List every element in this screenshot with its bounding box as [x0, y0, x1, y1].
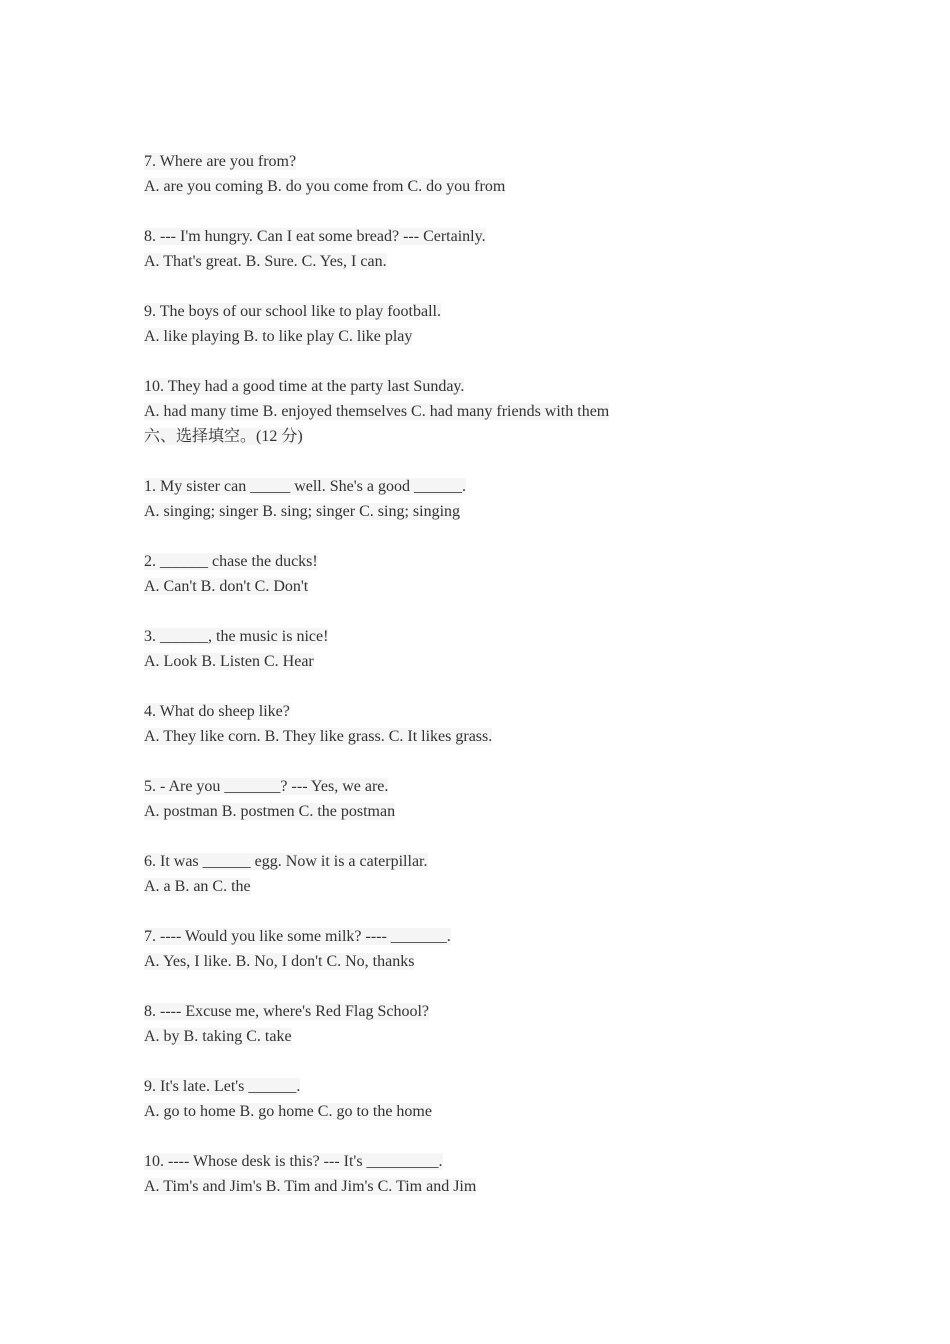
answer-options: A. That's great. B. Sure. C. Yes, I can. [144, 253, 387, 270]
question-text: 10. They had a good time at the party last Sunday. [144, 378, 465, 395]
answer-options: A. singing; singer B. sing; singer C. sing; singing [144, 503, 461, 520]
question-block-s6-1 [144, 474, 844, 524]
question-block-s6-2 [144, 549, 844, 599]
question-text: 10. ---- Whose desk is this? --- It's _________. [144, 1153, 443, 1170]
question-text: 7. ---- Would you like some milk? ---- _______. [144, 928, 451, 945]
question-text: 9. The boys of our school like to play football. [144, 303, 441, 320]
question-block-p5-7 [144, 149, 844, 199]
answer-options: A. are you coming B. do you come from C. do you from [144, 178, 506, 195]
answer-options: A. go to home B. go home C. go to the home [144, 1103, 432, 1120]
question-text: 3. ______, the music is nice! [144, 628, 329, 645]
answer-options: A. postman B. postmen C. the postman [144, 803, 396, 820]
question-text: 2. ______ chase the ducks! [144, 553, 318, 570]
question-text: 9. It's late. Let's ______. [144, 1078, 301, 1095]
question-block-s6-9 [144, 1074, 844, 1124]
question-block-s6-6 [144, 849, 844, 899]
question-block-s6-3 [144, 624, 844, 674]
question-block-p5-8 [144, 224, 844, 274]
question-block-s6-8 [144, 999, 844, 1049]
answer-options: A. had many time B. enjoyed themselves C. had many friends with them [144, 403, 610, 420]
question-text: 8. --- I'm hungry. Can I eat some bread? --- Certainly. [144, 228, 486, 245]
section-heading: 六、选择填空。(12 分) [144, 428, 303, 445]
question-text: 4. What do sheep like? [144, 703, 290, 720]
question-block-s6-10 [144, 1149, 844, 1199]
question-text: 6. It was ______ egg. Now it is a caterpillar. [144, 853, 428, 870]
answer-options: A. like playing B. to like play C. like play [144, 328, 413, 345]
question-block-s6-7 [144, 924, 844, 974]
answer-options: A. a B. an C. the [144, 878, 251, 895]
answer-options: A. Can't B. don't C. Don't [144, 578, 309, 595]
answer-options: A. Look B. Listen C. Hear [144, 653, 314, 670]
question-text: 5. - Are you _______? --- Yes, we are. [144, 778, 389, 795]
answer-options: A. Tim's and Jim's B. Tim and Jim's C. Tim and Jim [144, 1178, 477, 1195]
answer-options: A. Yes, I like. B. No, I don't C. No, thanks [144, 953, 415, 970]
question-block-s6-4 [144, 699, 844, 749]
question-block-s6-5 [144, 774, 844, 824]
document-page [144, 149, 844, 1199]
answer-options: A. They like corn. B. They like grass. C. It likes grass. [144, 728, 493, 745]
question-block-p5-10 [144, 374, 844, 424]
question-text: 8. ---- Excuse me, where's Red Flag School? [144, 1003, 430, 1020]
question-text: 1. My sister can _____ well. She's a good ______. [144, 478, 466, 495]
question-block-p5-9 [144, 299, 844, 349]
question-text: 7. Where are you from? [144, 153, 297, 170]
answer-options: A. by B. taking C. take [144, 1028, 292, 1045]
